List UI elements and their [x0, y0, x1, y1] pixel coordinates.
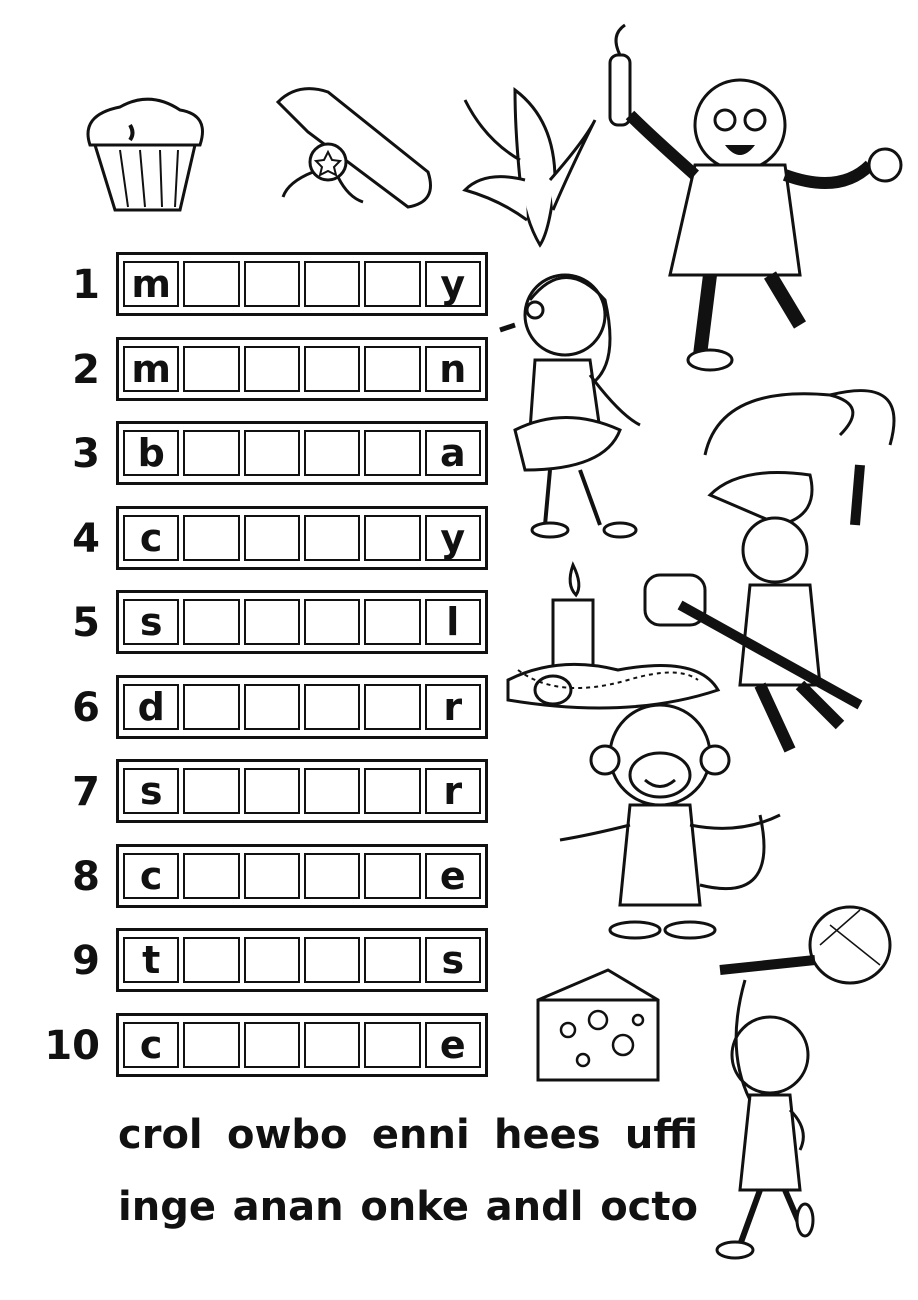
- row-number: 6: [72, 684, 100, 731]
- singer-girl-icon: [490, 255, 660, 545]
- cheese-icon: [528, 960, 668, 1090]
- row-number: 4: [72, 515, 100, 562]
- first-letter-cell[interactable]: t: [123, 937, 179, 983]
- letter-grid: [116, 506, 488, 570]
- empty-letter-cell[interactable]: [304, 937, 360, 983]
- empty-letter-cell[interactable]: [183, 346, 239, 392]
- empty-letter-cell[interactable]: [183, 853, 239, 899]
- word-bank-item: owbo: [226, 1112, 348, 1158]
- empty-letter-cell[interactable]: [364, 768, 420, 814]
- word-bank-line-1: [118, 1112, 698, 1158]
- word-bank-item: hees: [494, 1112, 601, 1158]
- row-number: 9: [72, 938, 100, 984]
- letter-grid: [116, 337, 488, 401]
- row-number: 2: [72, 346, 100, 393]
- empty-letter-cell[interactable]: [183, 1022, 239, 1068]
- letter-grid: [116, 844, 488, 908]
- letter-grid: [116, 590, 488, 654]
- word-bank-item: crol: [118, 1112, 203, 1158]
- empty-letter-cell[interactable]: [244, 853, 300, 899]
- empty-letter-cell[interactable]: [304, 599, 360, 645]
- first-letter-cell[interactable]: c: [123, 1022, 179, 1068]
- empty-letter-cell[interactable]: [364, 430, 420, 476]
- last-letter-cell[interactable]: e: [425, 853, 481, 899]
- empty-letter-cell[interactable]: [244, 346, 300, 392]
- empty-letter-cell[interactable]: [364, 853, 420, 899]
- empty-letter-cell[interactable]: [364, 1022, 420, 1068]
- letter-grid: [116, 252, 488, 316]
- empty-letter-cell[interactable]: [364, 684, 420, 730]
- empty-letter-cell[interactable]: [183, 515, 239, 561]
- first-letter-cell[interactable]: c: [123, 515, 179, 561]
- row-number: 3: [72, 431, 100, 477]
- first-letter-cell[interactable]: s: [123, 768, 179, 814]
- empty-letter-cell[interactable]: [183, 261, 239, 307]
- last-letter-cell[interactable]: r: [425, 684, 481, 730]
- last-letter-cell[interactable]: s: [425, 937, 481, 983]
- first-letter-cell[interactable]: s: [123, 599, 179, 645]
- word-bank-item: inge: [118, 1184, 216, 1230]
- letter-grid: [116, 928, 488, 992]
- letter-grid: [116, 759, 488, 823]
- empty-letter-cell[interactable]: [304, 768, 360, 814]
- word-bank-item: octo: [600, 1184, 698, 1230]
- row-number: 8: [72, 853, 100, 900]
- first-letter-cell[interactable]: c: [123, 853, 179, 899]
- empty-letter-cell[interactable]: [364, 346, 420, 392]
- row-number: 1: [72, 262, 100, 308]
- last-letter-cell[interactable]: y: [425, 515, 481, 561]
- empty-letter-cell[interactable]: [304, 430, 360, 476]
- empty-letter-cell[interactable]: [183, 684, 239, 730]
- last-letter-cell[interactable]: l: [425, 599, 481, 645]
- empty-letter-cell[interactable]: [304, 346, 360, 392]
- empty-letter-cell[interactable]: [244, 515, 300, 561]
- last-letter-cell[interactable]: n: [425, 346, 481, 392]
- empty-letter-cell[interactable]: [183, 599, 239, 645]
- muffin-icon: [60, 85, 220, 225]
- empty-letter-cell[interactable]: [304, 261, 360, 307]
- letter-grid: [116, 675, 488, 739]
- empty-letter-cell[interactable]: [244, 261, 300, 307]
- letter-grid: [116, 421, 488, 485]
- empty-letter-cell[interactable]: [364, 515, 420, 561]
- empty-letter-cell[interactable]: [304, 515, 360, 561]
- scroll-icon: [258, 72, 448, 222]
- empty-letter-cell[interactable]: [364, 599, 420, 645]
- word-bank-item: andl: [485, 1184, 584, 1230]
- first-letter-cell[interactable]: m: [123, 346, 179, 392]
- word-bank-item: anan: [232, 1184, 344, 1230]
- letter-grid: [116, 1013, 488, 1077]
- empty-letter-cell[interactable]: [304, 684, 360, 730]
- last-letter-cell[interactable]: a: [425, 430, 481, 476]
- row-number: 7: [72, 769, 100, 815]
- word-bank-line-2: [118, 1184, 698, 1230]
- empty-letter-cell[interactable]: [364, 261, 420, 307]
- empty-letter-cell[interactable]: [304, 1022, 360, 1068]
- first-letter-cell[interactable]: b: [123, 430, 179, 476]
- empty-letter-cell[interactable]: [183, 937, 239, 983]
- last-letter-cell[interactable]: y: [425, 261, 481, 307]
- first-letter-cell[interactable]: d: [123, 684, 179, 730]
- empty-letter-cell[interactable]: [244, 430, 300, 476]
- tennis-girl-icon: [710, 900, 910, 1280]
- empty-letter-cell[interactable]: [244, 599, 300, 645]
- empty-letter-cell[interactable]: [183, 768, 239, 814]
- word-bank-item: onke: [360, 1184, 469, 1230]
- empty-letter-cell[interactable]: [244, 768, 300, 814]
- row-number: 10: [44, 1022, 100, 1069]
- empty-letter-cell[interactable]: [244, 937, 300, 983]
- first-letter-cell[interactable]: m: [123, 261, 179, 307]
- word-bank-item: enni: [371, 1112, 470, 1158]
- empty-letter-cell[interactable]: [244, 684, 300, 730]
- row-number: 5: [72, 600, 100, 646]
- last-letter-cell[interactable]: e: [425, 1022, 481, 1068]
- word-bank-item: uffi: [624, 1112, 698, 1158]
- empty-letter-cell[interactable]: [304, 853, 360, 899]
- empty-letter-cell[interactable]: [183, 430, 239, 476]
- empty-letter-cell[interactable]: [244, 1022, 300, 1068]
- empty-letter-cell[interactable]: [364, 937, 420, 983]
- last-letter-cell[interactable]: r: [425, 768, 481, 814]
- banana-icon: [445, 80, 605, 250]
